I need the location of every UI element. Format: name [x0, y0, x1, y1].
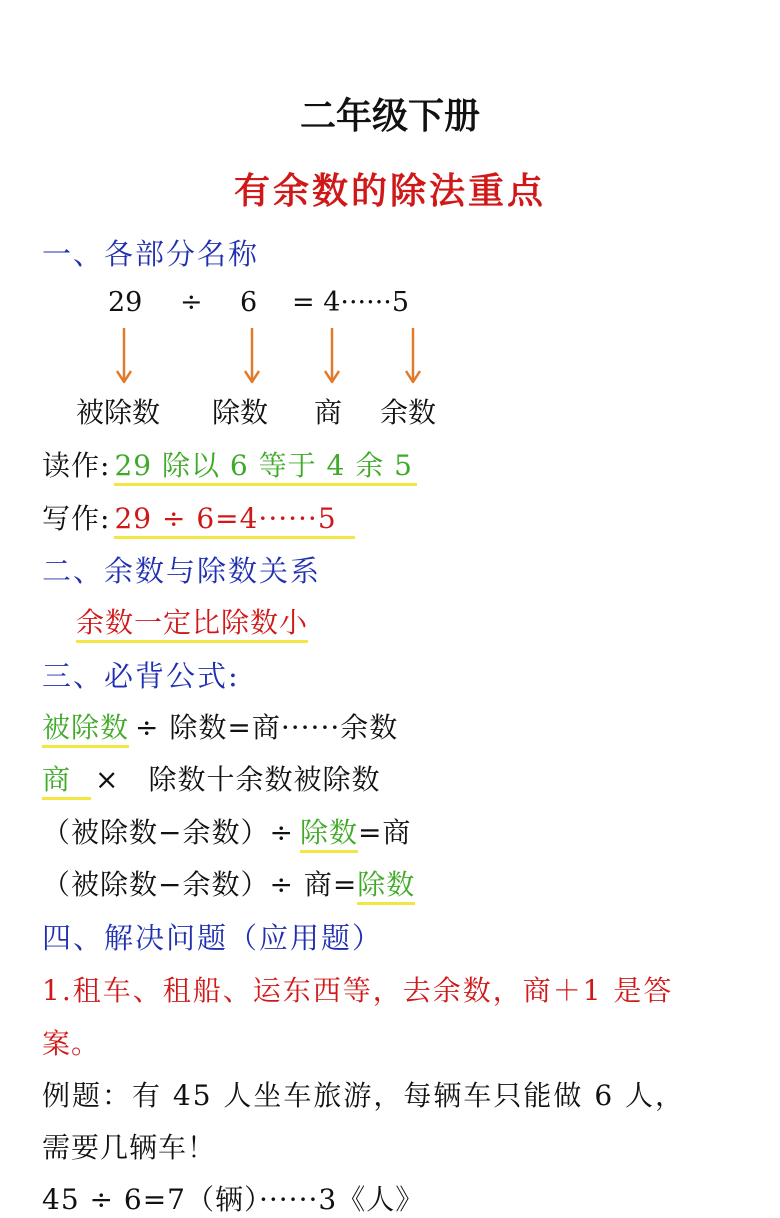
arrow-group	[117, 328, 420, 382]
write-label: 写作:	[42, 502, 111, 535]
example-line-1: 例题：有 45 人坐车旅游，每辆车只能做 6 人，	[42, 1079, 686, 1112]
formula-2-rest: × 除数十余数被除数	[95, 763, 381, 796]
arrow-dividend	[117, 328, 131, 382]
arrow-quotient	[325, 328, 339, 382]
section-heading-formulas: 三、必背公式:	[42, 659, 240, 693]
rule-line-1: 1.租车、租船、运东西等，去余数，商＋1 是答	[42, 974, 674, 1007]
read-label: 读作:	[42, 449, 111, 482]
equation-division-sign: ÷	[180, 287, 203, 318]
arrow-remainder	[406, 328, 420, 382]
section-heading-names: 一、各部分名称	[42, 237, 260, 271]
relation-line	[76, 601, 308, 641]
formula-3-left: （被除数−余数）÷	[42, 816, 294, 849]
formula-1	[42, 706, 398, 746]
page-subtitle: 有余数的除法重点	[233, 170, 546, 212]
formula-4-left: （被除数−余数）÷ 商=	[42, 868, 358, 901]
rule-line-2: 案。	[42, 1027, 101, 1060]
formula-3	[42, 811, 411, 851]
section-heading-relation: 二、余数与除数关系	[42, 554, 322, 588]
arrow-divisor	[245, 328, 259, 382]
example-line-2: 需要几辆车！	[42, 1131, 217, 1164]
formula-4-highlight: 除数	[357, 868, 415, 905]
read-value: 29 除以 6 等于 4 余 5	[114, 449, 416, 486]
section-heading-problems: 四、解决问题（应用题）	[42, 921, 384, 955]
formula-1-rest: ÷ 除数=商······余数	[135, 711, 399, 744]
label-dividend: 被除数	[76, 396, 161, 429]
equation-dividend: 29	[108, 287, 143, 318]
solution-line: 45 ÷ 6=7（辆）······3《人》	[42, 1183, 425, 1216]
equation-divisor: 6	[240, 287, 258, 318]
label-quotient: 商	[314, 396, 343, 429]
page-title: 二年级下册	[299, 95, 480, 137]
label-divisor: 除数	[212, 396, 269, 429]
read-line	[42, 444, 417, 484]
equation-result: = 4······5	[292, 287, 410, 318]
formula-3-right: =商	[357, 816, 412, 849]
formula-2-highlight: 商	[42, 763, 91, 800]
formula-2	[42, 758, 380, 798]
write-line	[42, 497, 355, 537]
formula-3-highlight: 除数	[300, 816, 358, 853]
label-remainder: 余数	[380, 396, 437, 429]
formula-4	[42, 863, 415, 903]
formula-1-highlight: 被除数	[42, 711, 129, 748]
relation-text: 余数一定比除数小	[76, 606, 308, 643]
write-value: 29 ÷ 6=4······5	[114, 502, 354, 539]
